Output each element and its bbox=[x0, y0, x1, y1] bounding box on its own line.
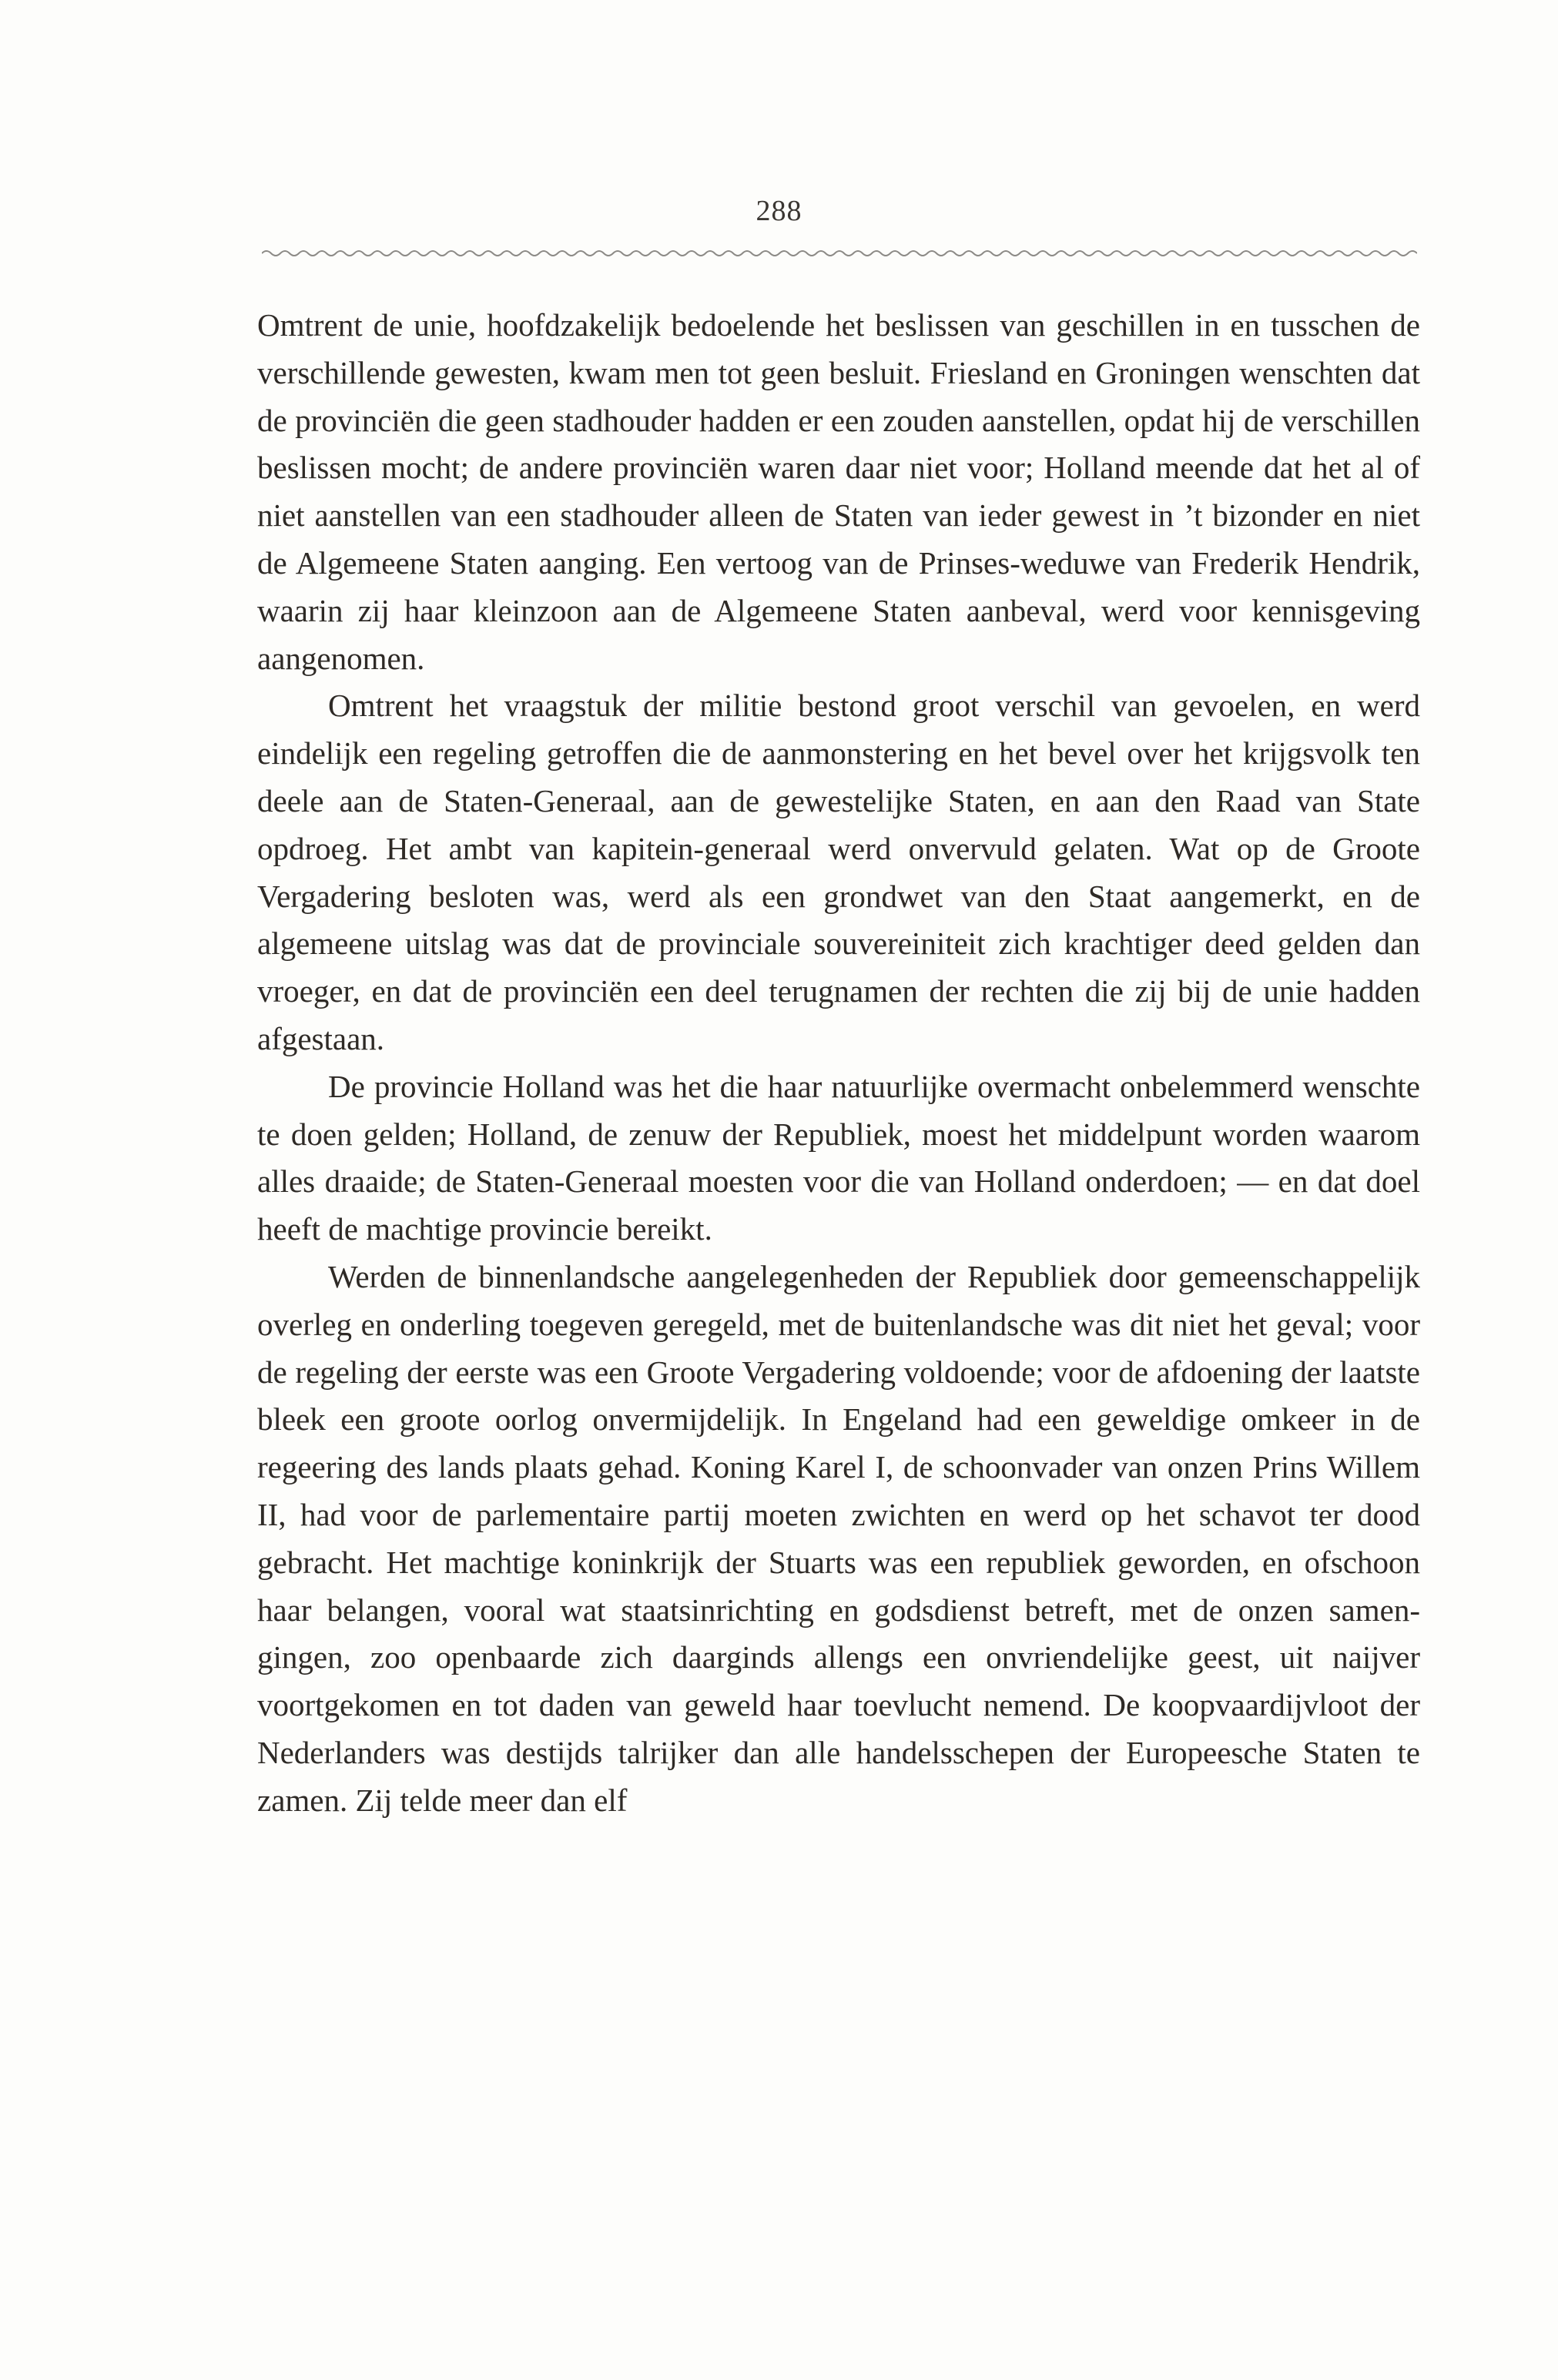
wavy-rule bbox=[262, 248, 1417, 259]
paragraph-1: Omtrent de unie, hoofdzakelijk bedoelende het beslissen van geschillen in en tusschen de verschillende gewesten, kwam men tot geen besluit. Friesland en Groningen wenschten dat de provinciën die geen stadhouder hadden er een zouden aanstellen, opdat hij de verschillen beslissen mocht; de andere provinciën waren daar niet voor; Holland meende dat het al of niet aanstellen van een stadhouder alleen de Staten van ieder gewest in ’t bizonder en niet de Algemeene Staten aanging. Een vertoog van de Prinses-weduwe van Frederik Hendrik, waarin zij haar kleinzoon aan de Algemeene Staten aanbeval, werd voor kennisgeving aangenomen. bbox=[257, 307, 1420, 676]
body-text bbox=[257, 302, 1420, 1825]
paragraph-3: De provincie Holland was het die haar natuurlijke overmacht onbelemmerd wenschte te doen gelden; Holland, de zenuw der Republiek, moest het middelpunt worden waarom alles draaide; de Staten-Generaal moesten voor die van Holland onderdoen; — en dat doel heeft de machtige provincie bereikt. bbox=[257, 1068, 1420, 1247]
paragraph-2: Omtrent het vraagstuk der militie bestond groot verschil van gevoelen, en werd eindelijk een regeling getroffen die de aanmonstering en het bevel over het krijgsvolk ten deele aan de Staten-Generaal, aan de gewestelijke Staten, en aan den Raad van State opdroeg. Het ambt van kapitein-generaal werd onvervuld gelaten. Wat op de Groote Vergadering besloten was, werd als een grondwet van den Staat aangemerkt, en de algemeene uitslag was dat de provinciale souvereiniteit zich krachtiger deed gelden dan vroeger, en dat de provinciën een deel terugnamen der rechten die zij bij de unie hadden afgestaan. bbox=[257, 688, 1420, 1056]
page-number: 288 bbox=[756, 195, 802, 227]
paragraph-4: Werden de binnenlandsche aangelegenheden der Republiek door gemeenschappelijk overleg en onderling toegeven geregeld, met de buitenlandsche was dit niet het geval; voor de regeling der eerste was een Groote Vergadering voldoende; voor de afdoening der laatste bleek een groote oorlog onvermijdelijk. In Engeland had een geweldige omkeer in de regeering des lands plaats gehad. Koning Karel I, de schoonvader van onzen Prins Willem II, had voor de parlementaire partij moeten zwichten en werd op het schavot ter dood gebracht. Het machtige koninkrijk der Stuarts was een republiek geworden, en ofschoon haar belangen, vooral wat staatsinrichting en godsdienst betreft, met de onzen samengingen, zoo openbaarde zich daarginds allengs een onvriendelijke geest, uit naijver voortgekomen en tot daden van geweld haar toevlucht nemend. De koopvaardijvloot der Nederlanders was destijds talrijker dan alle handelsschepen der Europeesche Staten te zamen. Zij telde meer dan elf bbox=[257, 1258, 1420, 1818]
